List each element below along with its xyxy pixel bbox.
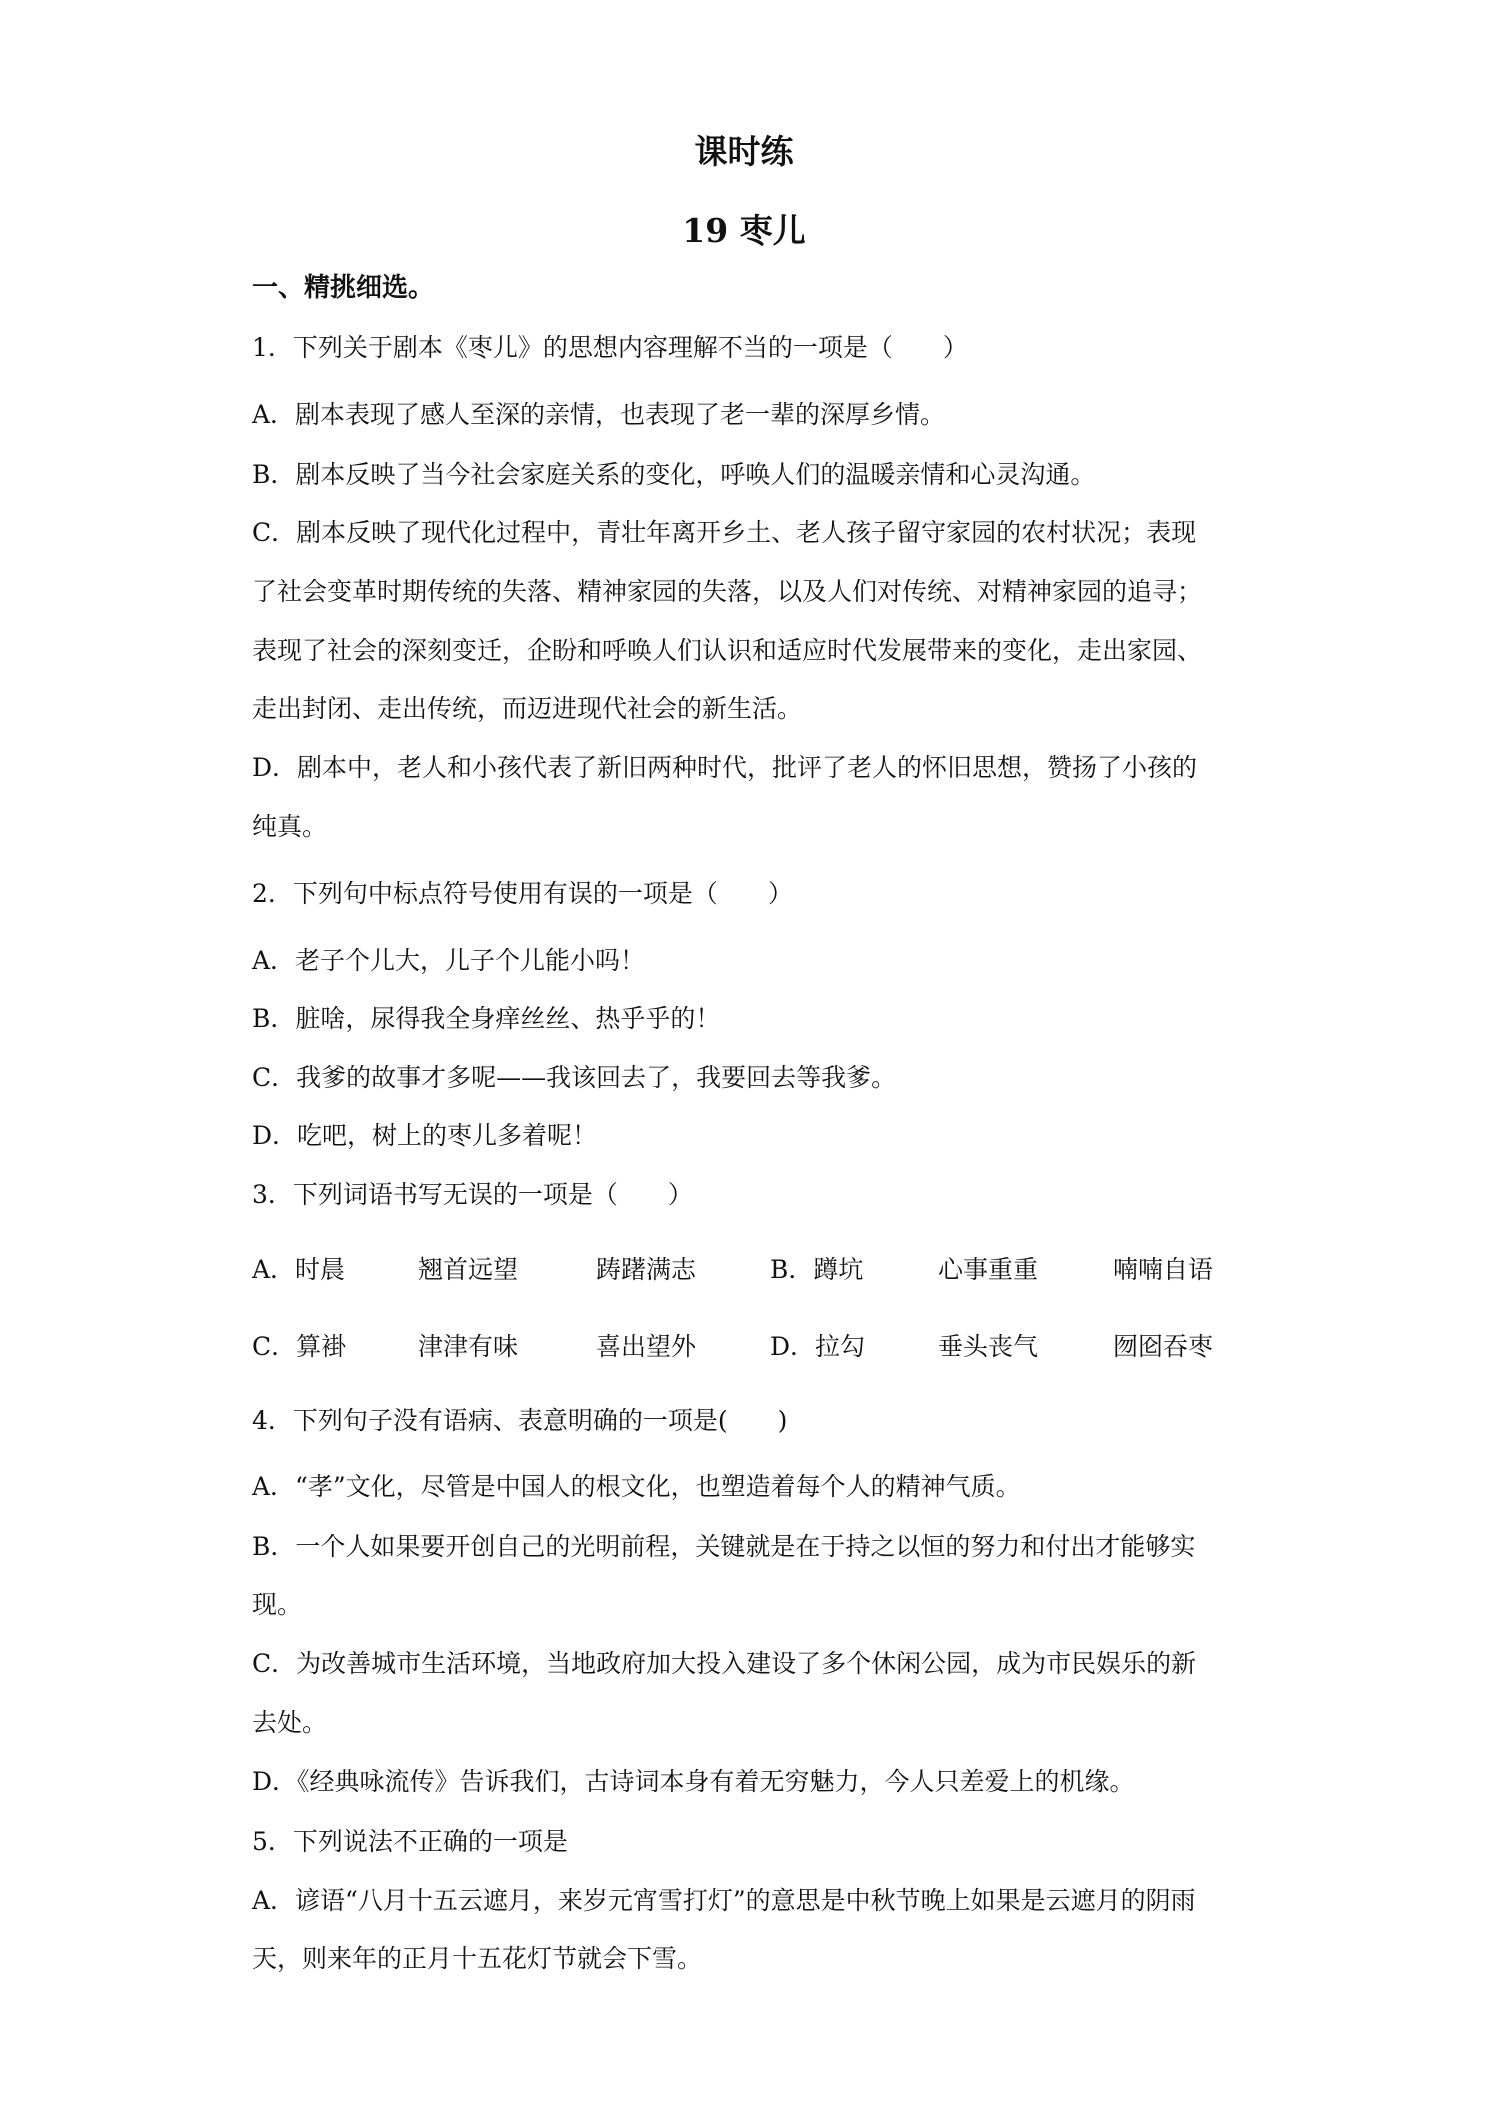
question-1-option-c-line-4: 走出封闭、走出传统，而迈进现代社会的新生活。 xyxy=(252,694,803,723)
question-3-row-2-item: D．拉勾 xyxy=(770,1332,866,1361)
question-3-row-2-item: 垂头丧气 xyxy=(938,1332,1039,1361)
page-title: 课时练 xyxy=(694,132,794,171)
question-3-row-2-item: C．算褂 xyxy=(252,1332,347,1361)
question-3-row-1-item: 喃喃自语 xyxy=(1113,1255,1214,1284)
question-4-option-c-line-1: C．为改善城市生活环境，当地政府加大投入建设了多个休闲公园，成为市民娱乐的新 xyxy=(252,1649,1197,1678)
question-4-option-b-line-1: B．一个人如果要开创自己的光明前程，关键就是在于持之以恒的努力和付出才能够实 xyxy=(252,1532,1196,1561)
question-2-option-b: B．脏啥，尿得我全身痒丝丝、热乎乎的！ xyxy=(252,1004,721,1033)
question-1-option-d-line-2: 纯真。 xyxy=(252,812,328,841)
question-1-option-a: A．剧本表现了感人至深的亲情，也表现了老一辈的深厚乡情。 xyxy=(252,400,946,429)
section-heading: 一、精挑细选。 xyxy=(252,273,435,303)
question-3-row-2-item: 津津有味 xyxy=(418,1332,519,1361)
question-3-row-1-item: 心事重重 xyxy=(938,1255,1039,1284)
question-1-option-d-line-1: D．剧本中，老人和小孩代表了新旧两种时代，批评了老人的怀旧思想，赞扬了小孩的 xyxy=(252,753,1198,782)
question-3-row-2-item: 喜出望外 xyxy=(596,1332,697,1361)
question-2-option-d: D．吃吧，树上的枣儿多着呢！ xyxy=(252,1121,598,1150)
question-3-row-2-item: 囫囵吞枣 xyxy=(1113,1332,1214,1361)
question-3-row-1-item: 翘首远望 xyxy=(418,1255,519,1284)
question-3-row-1-item: 踌躇满志 xyxy=(596,1255,697,1284)
question-1-option-b: B．剧本反映了当今社会家庭关系的变化，呼唤人们的温暖亲情和心灵沟通。 xyxy=(252,460,1096,489)
question-1-option-c-line-3: 表现了社会的深刻变迁，企盼和呼唤人们认识和适应时代发展带来的变化，走出家园、 xyxy=(252,636,1203,665)
question-5-stem: 5．下列说法不正确的一项是 xyxy=(252,1827,568,1856)
question-2-option-a: A．老子个儿大，儿子个儿能小吗！ xyxy=(252,946,646,975)
question-3-stem: 3．下列词语书写无误的一项是（ ） xyxy=(252,1180,693,1209)
question-1-option-c-line-2: 了社会变革时期传统的失落、精神家园的失落，以及人们对传统、对精神家园的追寻； xyxy=(252,577,1203,606)
question-2-option-c: C．我爹的故事才多呢——我该回去了，我要回去等我爹。 xyxy=(252,1063,897,1092)
question-4-option-c-line-2: 去处。 xyxy=(252,1708,328,1737)
question-3-row-1-item: B．蹲坑 xyxy=(770,1255,864,1284)
question-1-stem: 1．下列关于剧本《枣儿》的思想内容理解不当的一项是（ ） xyxy=(252,333,968,362)
lesson-subtitle: 19 枣儿 xyxy=(682,211,806,250)
question-4-option-b-line-2: 现。 xyxy=(252,1590,303,1619)
question-1-option-c-line-1: C．剧本反映了现代化过程中，青壮年离开乡土、老人孩子留守家园的农村状况；表现 xyxy=(252,518,1197,547)
question-4-option-a: A．“孝”文化，尽管是中国人的根文化，也塑造着每个人的精神气质。 xyxy=(252,1472,1021,1501)
question-2-stem: 2．下列句中标点符号使用有误的一项是（ ） xyxy=(252,879,793,908)
question-4-stem: 4．下列句子没有语病、表意明确的一项是( ) xyxy=(252,1406,788,1435)
question-3-row-1-item: A．时晨 xyxy=(252,1255,346,1284)
question-4-option-d: D．《经典咏流传》告诉我们，古诗词本身有着无穷魅力，今人只差爱上的机缘。 xyxy=(252,1767,1135,1796)
question-5-option-a-line-1: A．谚语“八月十五云遮月，来岁元宵雪打灯”的意思是中秋节晚上如果是云遮月的阴雨 xyxy=(252,1886,1196,1915)
question-5-option-a-line-2: 天，则来年的正月十五花灯节就会下雪。 xyxy=(252,1944,703,1973)
